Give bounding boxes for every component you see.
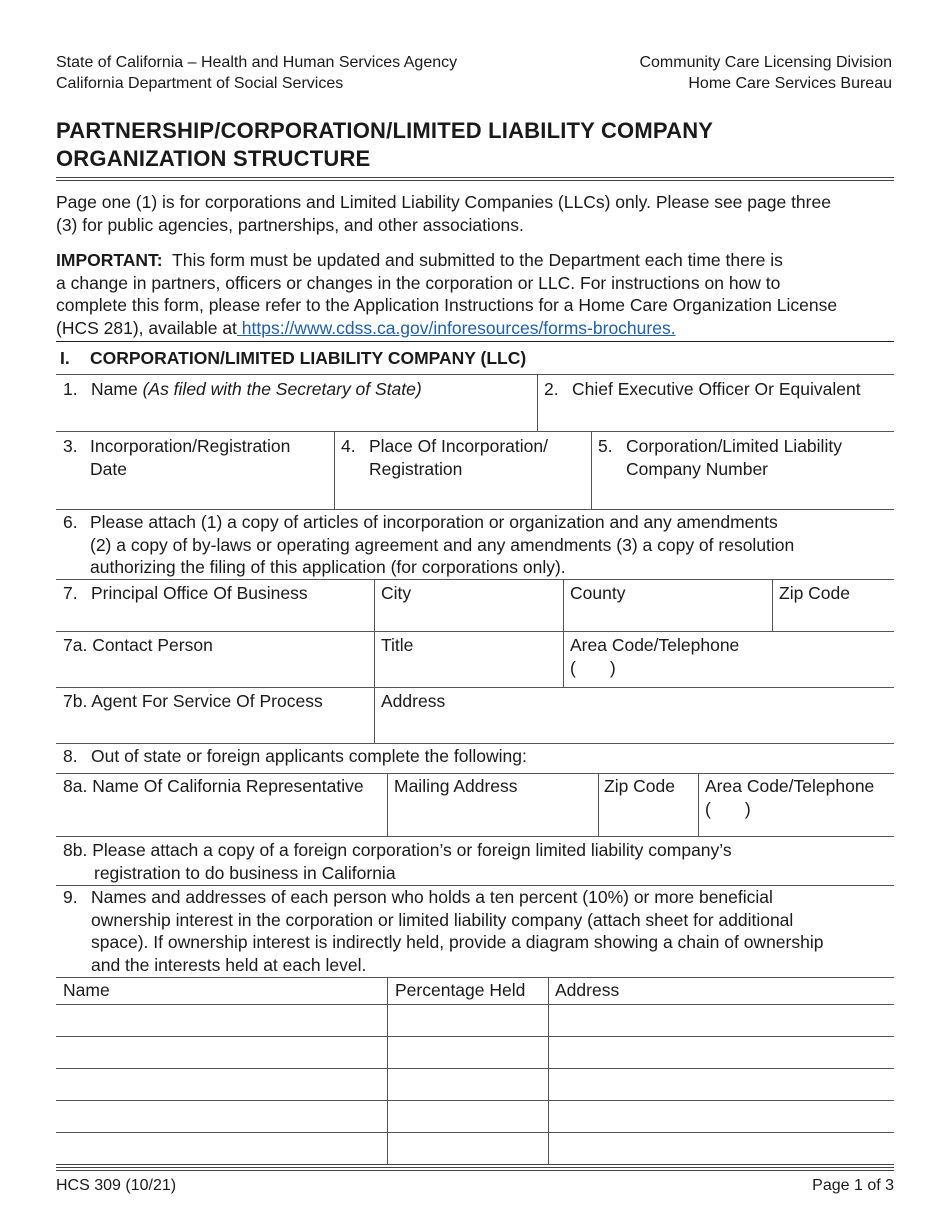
section-number: I. (60, 348, 70, 368)
divider (334, 431, 335, 509)
owner-row-1-percentage[interactable] (388, 1005, 548, 1036)
section-rule (56, 341, 894, 342)
field-7a-telephone-label: Area Code/Telephone (570, 635, 740, 655)
form-id: HCS 309 (10/21) (56, 1177, 177, 1194)
row-rule (56, 509, 894, 510)
field-2-ceo[interactable]: Chief Executive Officer Or Equivalent (572, 379, 861, 399)
field-8-label: Out of state or foreign applicants complete the following: (91, 746, 527, 766)
divider (563, 579, 564, 687)
field-4-line-2: Registration (369, 459, 463, 479)
row-rule (56, 743, 894, 744)
field-7a-contact-person[interactable]: 7a. Contact Person (63, 635, 213, 655)
form-title (56, 117, 713, 173)
field-5-company-number[interactable] (626, 435, 842, 481)
field-9-number: 9. (63, 887, 78, 907)
owner-row-2-address[interactable] (549, 1037, 894, 1068)
divider (537, 374, 538, 431)
field-1-note: (As filed with the Secretary of State) (142, 379, 422, 399)
field-9-line-4: and the interests held at each level. (91, 954, 367, 975)
division-line-2: Home Care Services Bureau (688, 75, 892, 92)
agency-header (56, 52, 457, 94)
field-9-line-2: ownership interest in the corporation or limited liability company (attach sheet for additional (91, 909, 794, 930)
field-4-number: 4. (341, 436, 356, 456)
form-title-line-1: PARTNERSHIP/CORPORATION/LIMITED LIABILITY COMPANY (56, 118, 714, 143)
agency-line-2: California Department of Social Services (56, 75, 344, 92)
field-6-line-2: (2) a copy of by-laws or operating agreement and any amendments (3) a copy of resolution (90, 534, 795, 555)
owner-row-1-address[interactable] (549, 1005, 894, 1036)
intro-line-2: (3) for public agencies, partnerships, and other associations. (56, 214, 524, 235)
field-7b-address[interactable]: Address (381, 691, 446, 711)
owner-row-1-name[interactable] (56, 1005, 387, 1036)
owner-table-header-percentage: Percentage Held (395, 980, 526, 1000)
field-4-place-of-incorporation[interactable] (369, 435, 548, 481)
agency-line-1: State of California – Health and Human Services Agency (56, 54, 458, 71)
owner-row-4-address[interactable] (549, 1101, 894, 1132)
field-9-ownership-text (91, 886, 823, 976)
forms-brochures-link[interactable]: https://www.cdss.ca.gov/inforesources/forms-brochures. (236, 317, 676, 338)
intro-paragraph (56, 191, 831, 236)
field-2-number: 2. (544, 379, 559, 399)
field-8b-line-1: 8b. Please attach a copy of a foreign corporation’s or foreign limited liability company’s (63, 840, 732, 860)
field-3-line-2: Date (90, 459, 127, 479)
title-rule-top (56, 177, 894, 178)
division-header (639, 52, 892, 94)
owner-row-4-percentage[interactable] (388, 1101, 548, 1132)
divider (772, 579, 773, 631)
footer-rule-middle (56, 1167, 894, 1168)
field-8-number: 8. (63, 746, 78, 766)
field-6-attachments (90, 511, 794, 579)
field-8a-representative[interactable]: 8a. Name Of California Representative (63, 776, 364, 796)
owner-row-2-name[interactable] (56, 1037, 387, 1068)
important-label: IMPORTANT: (56, 250, 163, 270)
field-1-label: Name (91, 379, 138, 399)
field-8a-mailing-address[interactable]: Mailing Address (394, 776, 518, 796)
row-rule (56, 374, 894, 375)
row-rule (56, 579, 894, 580)
row-rule (56, 836, 894, 837)
page-number: Page 1 of 3 (812, 1177, 894, 1194)
field-8a-telephone-label: Area Code/Telephone (705, 776, 875, 796)
owner-row-5-address[interactable] (549, 1133, 894, 1164)
owner-row-5-name[interactable] (56, 1133, 387, 1164)
field-5-number: 5. (598, 436, 613, 456)
important-line-2: a change in partners, officers or changes in the corporation or LLC. For instructions on how to (56, 272, 781, 293)
owner-row-3-address[interactable] (549, 1069, 894, 1100)
field-4-line-1: Place Of Incorporation/ (369, 436, 548, 456)
row-rule (56, 687, 894, 688)
field-7a-title[interactable]: Title (381, 635, 414, 655)
field-6-line-3: authorizing the filing of this application (for corporations only). (90, 557, 566, 577)
field-8a-telephone[interactable] (705, 775, 874, 821)
field-7-zip[interactable]: Zip Code (779, 583, 851, 603)
division-line-1: Community Care Licensing Division (639, 54, 892, 71)
row-rule (56, 431, 894, 432)
field-6-number: 6. (63, 512, 78, 532)
important-paragraph (56, 249, 837, 339)
intro-line-1: Page one (1) is for corporations and Limited Liability Companies (LLCs) only. Please see page three (56, 192, 831, 212)
field-9-line-1: Names and addresses of each person who holds a ten percent (10%) or more beneficial (91, 887, 773, 907)
field-3-number: 3. (63, 436, 78, 456)
field-3-line-1: Incorporation/Registration (90, 436, 291, 456)
divider (374, 579, 375, 743)
important-line-3: complete this form, please refer to the Application Instructions for a Home Care Organization License (56, 295, 838, 315)
row-rule (56, 631, 894, 632)
form-title-line-2: ORGANIZATION STRUCTURE (56, 146, 371, 171)
title-rule-bottom (56, 180, 894, 181)
row-rule (56, 977, 894, 978)
owner-table-header-address: Address (555, 980, 620, 1000)
owner-row-3-percentage[interactable] (388, 1069, 548, 1100)
divider (387, 773, 388, 836)
field-7-city[interactable]: City (381, 583, 412, 603)
owner-row-2-percentage[interactable] (388, 1037, 548, 1068)
field-7b-agent[interactable]: 7b. Agent For Service Of Process (63, 691, 323, 711)
divider (598, 773, 599, 836)
field-6-line-1: Please attach (1) a copy of articles of incorporation or organization and any amendments (90, 512, 778, 532)
owner-row-3-name[interactable] (56, 1069, 387, 1100)
important-line-4: (HCS 281), available at (56, 317, 237, 338)
owner-row-5-percentage[interactable] (388, 1133, 548, 1164)
field-1-number: 1. (63, 379, 78, 399)
field-8b-foreign-registration (63, 839, 732, 884)
field-7a-telephone-paren: ( ) (570, 658, 616, 678)
divider (591, 431, 592, 509)
important-line-1: This form must be updated and submitted to the Department each time there is (162, 250, 783, 270)
field-5-line-1: Corporation/Limited Liability (626, 436, 842, 456)
field-5-line-2: Company Number (626, 459, 768, 479)
field-8a-telephone-paren: ( ) (705, 799, 751, 819)
field-7-principal-office[interactable]: Principal Office Of Business (91, 583, 308, 603)
field-9-line-3: space). If ownership interest is indirectly held, provide a diagram showing a chain of ownership (91, 932, 824, 952)
field-3-incorporation-date[interactable] (90, 435, 290, 481)
footer-rule-bottom (56, 1170, 894, 1171)
field-7-county[interactable]: County (570, 583, 626, 603)
field-7a-telephone[interactable] (570, 634, 739, 680)
row-rule (56, 773, 894, 774)
owner-table-header-name: Name (63, 980, 110, 1000)
divider (698, 773, 699, 836)
footer-rule-top (56, 1164, 894, 1165)
section-title: CORPORATION/LIMITED LIABILITY COMPANY (LLC) (90, 348, 527, 368)
owner-row-4-name[interactable] (56, 1101, 387, 1132)
field-1-name[interactable] (91, 378, 422, 401)
field-8a-zip[interactable]: Zip Code (604, 776, 676, 796)
field-8b-line-2: registration to do business in California (94, 862, 396, 883)
field-7-number: 7. (63, 583, 78, 603)
